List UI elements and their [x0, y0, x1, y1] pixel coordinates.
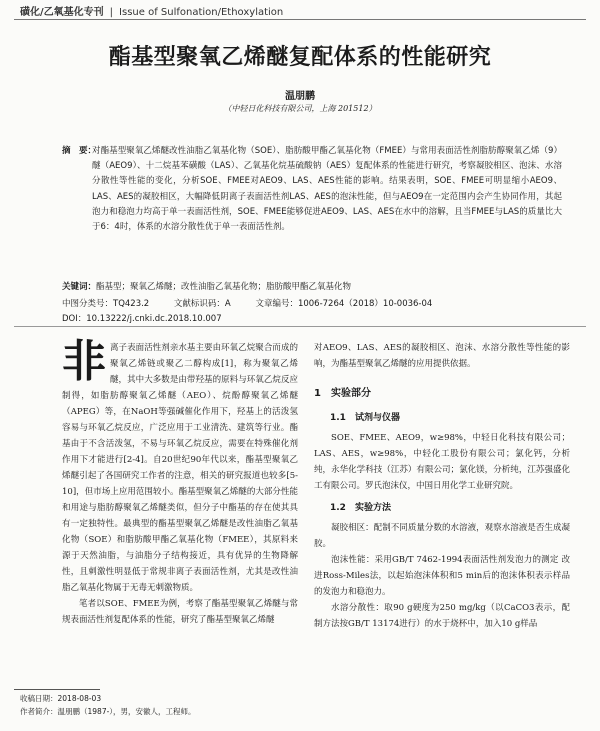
author-name: 温朋鹏 — [285, 91, 315, 102]
left-column — [62, 336, 298, 628]
journal-name-en: Issue of Sulfonation/Ethoxylation — [119, 7, 284, 18]
intro-continuation: 对AEO9、LAS、AES的凝胶相区、泡沫、水溶分散性等性能的影响，为酯基型聚氧乙烯醚的应用提供依据。 — [314, 343, 570, 369]
clc-number: 中图分类号：TQ423.2 — [62, 299, 150, 309]
abstract — [62, 144, 562, 235]
article-title: 酯基型聚氧乙烯醚复配体系的性能研究 — [108, 45, 492, 70]
running-header — [20, 3, 283, 18]
foam-method-paragraph: 泡沫性能：采用GB/T 7462-1994表面活性剂发泡力的测定 改进Ross-Miles法，以起始泡沫体积和5 min后的泡沫体积表示样品的发泡力和稳泡力。 — [314, 555, 570, 597]
keywords-label: 关键词： — [62, 282, 97, 292]
received-date: 收稿日期：2018-08-03 — [20, 694, 102, 703]
drop-cap: 非 — [62, 336, 106, 387]
intro-paragraph: 离子表面活性剂亲水基主要由环氧乙烷聚合而成的聚氧乙烯链或聚乙二醇构成[1]，称为聚氧乙烯醚，其中大多数是由带羟基的原料与环氧乙烷反应制得，如脂肪醇聚氧乙烯醚（AEO）、烷酚醇聚氧乙烯醚（APEG）等，在NaOH等强碱催化作用下，羟基上的活泼氢容易与环氧乙烷反应，广泛应用于工业清洗、建筑等行业。酯基由于不含活泼氢，不易与环氧乙烷反应，需要在特殊催化剂作用下才能进行[2-4]。自20世纪90年代以来，酯基型聚氧乙烯醚引起了各国研究工作者的注意，相关的研究报道也较多[5-10]，但市场上应用范围较小。酯基型聚氧乙烯醚的大部分性能和用途与脂肪醇聚氧乙烯醚类似，但分子中酯基的存在使其具有一定独特性。最典型的酯基型聚氧乙烯醚是改性油脂乙氧基化物（SOE）和脂肪酸甲酯乙氧基化物（FMEE），其原料来源于天然油脂，与油脂分子结构接近，具有优异的生物降解性，且刺激性明显低于常规非离子表面活性剂，尤其是改性油脂乙氧基化物属于无毒无刺激物质。 — [62, 343, 298, 593]
section-heading: 1 实验部分 — [314, 388, 371, 399]
reagents-paragraph: SOE、FMEE、AEO9，w≥98%，中轻日化科技有限公司；LAS、AES，w≥98%，中轻化工股份有限公司；氯化钙，分析纯，永华化学科技（江苏）有限公司；氯化镁，分析纯，江苏强盛化工有限公司。罗氏泡沫仪，中国日用化学工业研究院。 — [314, 433, 570, 491]
header-separator: | — [109, 7, 114, 18]
document-code: 文献标识码：A — [173, 299, 231, 309]
section-divider — [14, 326, 586, 327]
subsection-heading-methods: 1.2 实验方法 — [330, 503, 391, 513]
article-number: 文章编号：1006-7264（2018）10-0036-04 — [255, 299, 433, 309]
dispersion-method-paragraph: 水溶分散性：取90 g硬度为250 mg/kg（以CaCO3表示，配制方法按GB/T 13174进行）的水于烧杯中，加入10 g样品 — [314, 603, 570, 629]
classification-row — [62, 297, 454, 309]
abstract-text: 对酯基型聚氧乙烯醚改性油脂乙氧基化物（SOE）、脂肪酸甲酯乙氧基化物（FMEE）与常用表面活性剂脂肪醇聚氧乙烯（9）醚（AEO9）、十二烷基苯磺酸（LAS）、乙氧基化烷基硫酸钠（AES）复配体系的性能进行研究，考察凝胶相区、泡沫、水溶分散性等性能的变化，分析SOE、FMEE对AEO9、LAS、AES性能的影响。结果表明，SOE、FMEE可明显缩小AEO9、LAS、AES的凝胶相区，大幅降低阴离子表面活性剂LAS、AES的泡沫性能，但与AEO9在一定范围内会产生协同作用，其起泡力和稳泡力均高于单一表面活性剂，SOE、FMEE能够促进AEO9、LAS、AES在水中的溶解，且当FMEE与LAS的质量比大于6：4时，体系的水溶分散性优于单一表面活性剂。 — [92, 146, 562, 233]
author-affiliation: （中轻日化科技有限公司，上海 201512） — [223, 104, 377, 113]
keywords — [62, 280, 562, 295]
right-column — [314, 340, 570, 632]
gel-method-paragraph: 凝胶相区：配制不同质量分数的水溶液，观察水溶液是否生成凝胶。 — [314, 523, 570, 549]
subsection-heading-reagents: 1.1 试剂与仪器 — [330, 413, 400, 423]
journal-name: 磺化/乙氧基化专刊 — [20, 7, 104, 18]
footnote-rule — [14, 689, 100, 690]
header-rule — [14, 19, 586, 20]
abstract-label: 摘 要： — [62, 146, 97, 156]
intro-paragraph-2: 笔者以SOE、FMEE为例，考察了酯基型聚氧乙烯醚与常规表面活性剂复配体系的性能，研究了酯基型聚氧乙烯醚 — [62, 599, 298, 625]
keywords-text: 酯基型；聚氧乙烯醚；改性油脂乙氧基化物；脂肪酸甲酯乙氧基化物 — [96, 282, 352, 292]
doi: DOI：10.13222/j.cnki.dc.2018.10.007 — [62, 314, 222, 324]
author-bio: 作者简介：温朋鹏（1987-），男，安徽人，工程师。 — [20, 707, 196, 716]
